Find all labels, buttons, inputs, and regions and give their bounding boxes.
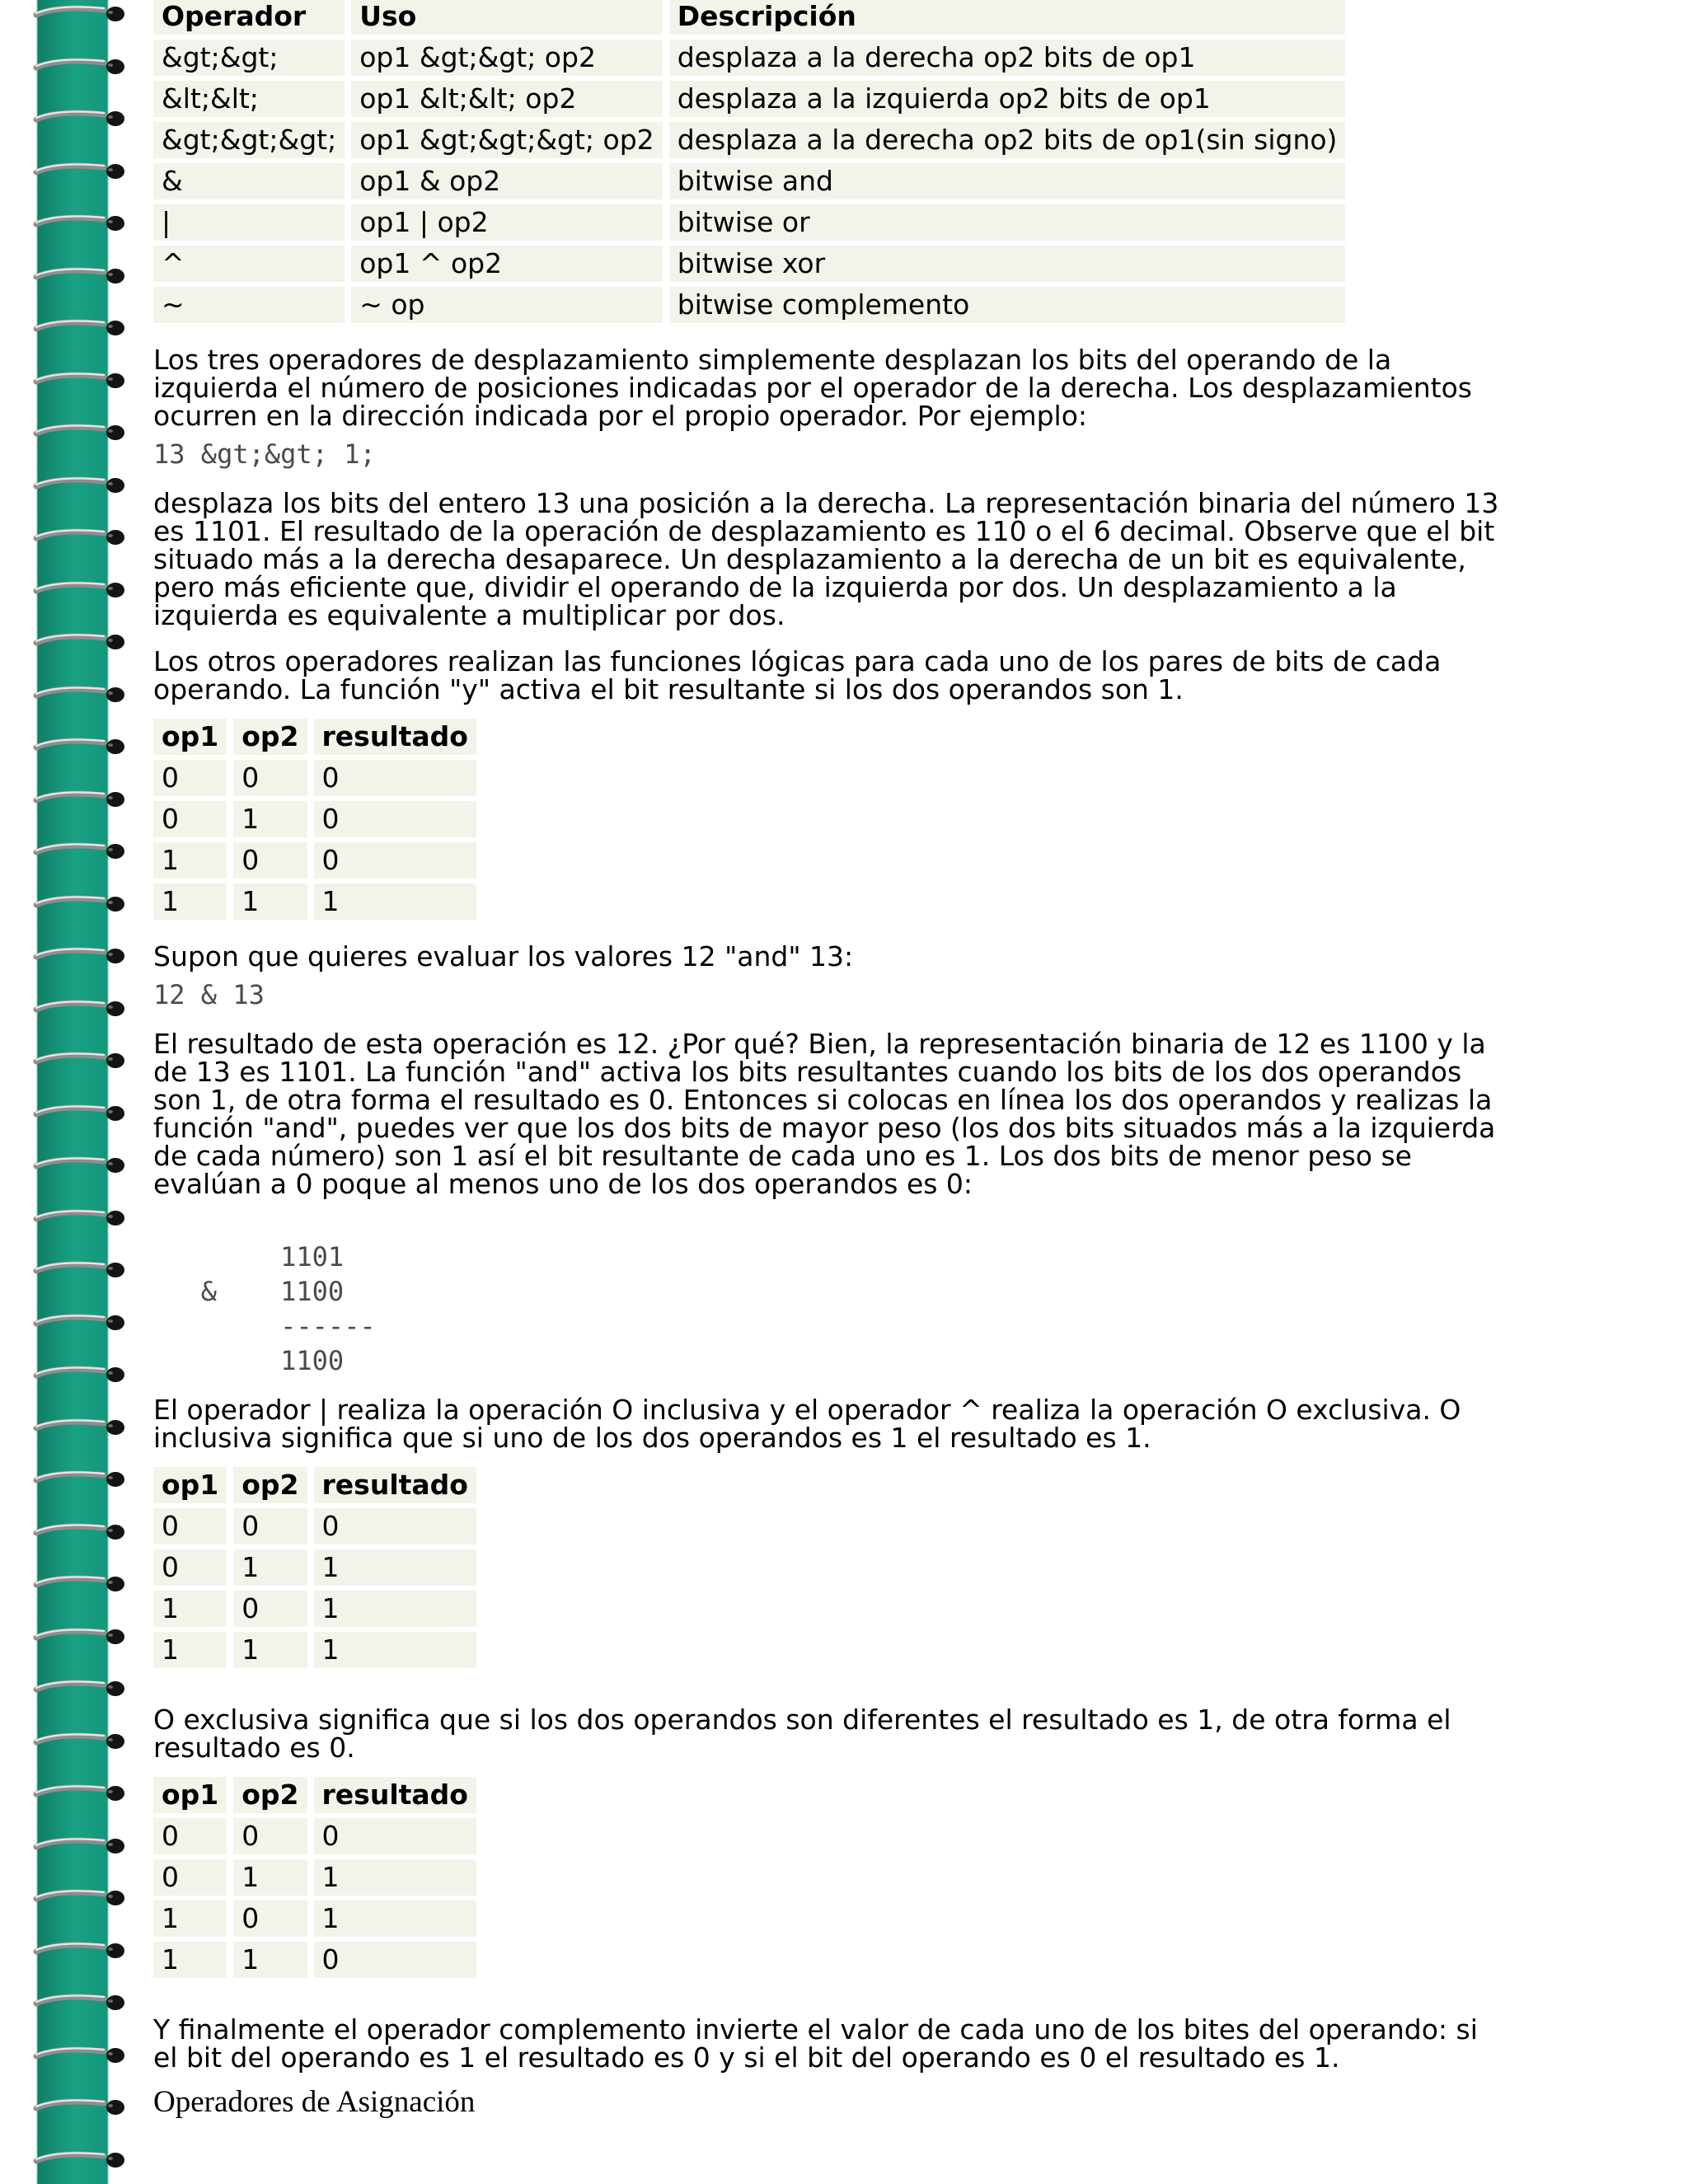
cell-operator: ~ [153,287,345,323]
cell-op2: 1 [233,801,307,837]
table-row [153,1942,476,1978]
cell-operator: ^ [153,246,345,282]
code-and-example: 12 & 13 [153,979,265,1010]
binding-ring [25,1364,130,1384]
table-row [153,204,1345,241]
table-header-row [153,0,1345,35]
binding-ring [25,631,130,651]
binding-ring [25,1783,130,1802]
binding-ring [25,161,130,180]
binding-ring [25,370,130,390]
binding-ring [25,998,130,1018]
table-header-row [153,1777,476,1813]
cell-result: 0 [314,842,476,879]
table-row [153,801,476,837]
code-shift-example: 13 &gt;&gt; 1; [153,438,376,470]
cell-op1: 1 [153,1900,227,1937]
binding-ring [25,3,130,23]
table-row [153,760,476,796]
header-operador: Operador [153,0,345,35]
binding-ring [25,841,130,860]
binding-ring [25,579,130,599]
header-resultado: resultado [314,719,476,755]
cell-usage: op1 ^ op2 [351,246,662,282]
binary-and-example: 1101 & 1100 ------ 1100 [200,1241,376,1376]
binding-ring [25,893,130,913]
header-op1: op1 [153,1777,227,1813]
cell-op2: 1 [233,1549,307,1586]
binding-ring [25,736,130,756]
table-header-row [153,719,476,755]
binding-ring [25,213,130,232]
binding-ring [25,1050,130,1070]
cell-result: 0 [314,1942,476,1978]
cell-op2: 1 [233,883,307,920]
table-row [153,246,1345,282]
cell-result: 0 [314,760,476,796]
cell-op2: 1 [233,1859,307,1896]
cell-op2: 0 [233,842,307,879]
table-row [153,1818,476,1854]
binding-ring [25,1103,130,1122]
binding-ring [25,684,130,704]
binding-ring [25,1207,130,1227]
table-row [153,1900,476,1937]
cell-operator: &gt;&gt;&gt; [153,122,345,158]
cell-result: 0 [314,801,476,837]
cell-op2: 0 [233,760,307,796]
binding-ring [25,2097,130,2116]
paragraph-xor-intro: O exclusiva significa que si los dos operandos son diferentes el resultado es 1, de otra forma el resultado es 0. [153,1704,1451,1764]
binding-ring [25,1469,130,1488]
header-op2: op2 [233,719,307,755]
binding-ring [25,1417,130,1436]
cell-operator: &lt;&lt; [153,81,345,117]
cell-usage: op1 &lt;&lt; op2 [351,81,662,117]
cell-result: 1 [314,1900,476,1937]
cell-op1: 1 [153,1591,227,1627]
binding-ring [25,1521,130,1541]
paragraph-and-suppose: Supon que quieres evaluar los valores 12 "and" 13: [153,940,854,972]
header-op2: op2 [233,1777,307,1813]
paragraph-logic-intro: Los otros operadores realizan las funciones lógicas para cada uno de los pares de bits de cada operando. La función "y" activa el bit resultante si los dos operandos son 1. [153,645,1442,705]
binding-ring [25,265,130,285]
table-row [153,842,476,879]
paragraph-shift-intro: Los tres operadores de desplazamiento simplemente desplazan los bits del operando de la izquierda el número de posiciones indicadas por el operador de la derecha. Los desplazamientos ocurren en la dirección indicada por el propio operador. Por ejemplo: [153,344,1473,432]
header-op1: op1 [153,1467,227,1503]
cell-operator: & [153,163,345,199]
cell-op2: 0 [233,1900,307,1937]
cell-description: bitwise xor [669,246,1346,282]
binding-ring [25,317,130,337]
cell-description: desplaza a la derecha op2 bits de op1 [669,40,1346,76]
binding-ring [25,422,130,442]
operators-table [147,0,1352,328]
cell-op2: 0 [233,1818,307,1854]
cell-description: desplaza a la derecha op2 bits de op1(sin signo) [669,122,1346,158]
cell-op1: 1 [153,1632,227,1668]
header-resultado: resultado [314,1467,476,1503]
table-row [153,1508,476,1544]
cell-op1: 0 [153,1859,227,1896]
cell-description: bitwise and [669,163,1346,199]
binding-ring [25,1940,130,1960]
cell-operator: | [153,204,345,241]
cell-op2: 0 [233,1508,307,1544]
table-row [153,122,1345,158]
cell-op1: 0 [153,1508,227,1544]
binding-ring [25,56,130,76]
binding-ring [25,475,130,494]
cell-usage: op1 &gt;&gt;&gt; op2 [351,122,662,158]
binding-ring [25,527,130,546]
cell-description: desplaza a la izquierda op2 bits de op1 [669,81,1346,117]
table-row [153,40,1345,76]
table-row [153,1632,476,1668]
header-descripcion: Descripción [669,0,1346,35]
binding-ring [25,1312,130,1332]
binding-ring [25,945,130,965]
cell-op1: 1 [153,1942,227,1978]
binding-ring [25,1155,130,1174]
binding-ring [25,1259,130,1279]
cell-result: 1 [314,1632,476,1668]
binding-ring [25,1835,130,1855]
header-resultado: resultado [314,1777,476,1813]
binding-ring [25,108,130,128]
cell-result: 1 [314,883,476,920]
table-row [153,1859,476,1896]
cell-usage: op1 & op2 [351,163,662,199]
binding-ring [25,1731,130,1750]
header-uso: Uso [351,0,662,35]
binding-ring [25,2045,130,2064]
binding-ring [25,1992,130,2012]
binding-ring [25,1573,130,1593]
document-content [153,0,1505,2119]
binding-ring [25,1678,130,1698]
cell-operator: &gt;&gt; [153,40,345,76]
paragraph-complement: Y finalmente el operador complemento invierte el valor de cada uno de los bites del operando: si el bit del operando es 1 el resultado es 0 y si el bit del operando es 0 el resultado es 1. [153,2013,1478,2074]
cell-usage: op1 &gt;&gt; op2 [351,40,662,76]
table-row [153,287,1345,323]
cell-description: bitwise complemento [669,287,1346,323]
table-row [153,81,1345,117]
cell-result: 0 [314,1818,476,1854]
cell-description: bitwise or [669,204,1346,241]
binding-ring [25,2149,130,2169]
header-op1: op1 [153,719,227,755]
cell-op1: 0 [153,801,227,837]
xor-truth-table [147,1772,483,1983]
or-truth-table [147,1462,483,1673]
cell-usage: ~ op [351,287,662,323]
cell-op2: 1 [233,1632,307,1668]
table-header-row [153,1467,476,1503]
cell-op1: 0 [153,760,227,796]
paragraph-shift-explain: desplaza los bits del entero 13 una posición a la derecha. La representación binaria del número 13 es 1101. El resultado de la operación de desplazamiento es 110 o el 6 decimal. Observe que el bit situado más a la derecha desaparece. Un desplazamiento a la derecha de un bit es equivalente, pero más eficiente que, dividir el operando de la izquierda por dos. Un desplazamiento a la izquierda es equivalente a multiplicar por dos. [153,487,1499,631]
cell-op1: 0 [153,1549,227,1586]
cell-result: 1 [314,1859,476,1896]
cell-op1: 0 [153,1818,227,1854]
cell-op2: 1 [233,1942,307,1978]
cell-result: 0 [314,1508,476,1544]
cell-usage: op1 | op2 [351,204,662,241]
table-row [153,1549,476,1586]
and-truth-table [147,714,483,925]
binding-ring [25,1626,130,1646]
spiral-binding [0,0,132,2184]
section-heading-asignacion: Operadores de Asignación [153,2085,476,2119]
header-op2: op2 [233,1467,307,1503]
cell-op1: 1 [153,842,227,879]
table-row [153,883,476,920]
table-row [153,163,1345,199]
binding-ring [25,789,130,808]
paragraph-or-intro: El operador | realiza la operación O inclusiva y el operador ^ realiza la operación O exclusiva. O inclusiva significa que si uno de los dos operandos es 1 el resultado es 1. [153,1394,1461,1454]
cell-op2: 0 [233,1591,307,1627]
paragraph-and-explain: El resultado de esta operación es 12. ¿Por qué? Bien, la representación binaria de 12 es 1100 y la de 13 es 1101. La función "and" activa los bits resultantes cuando los bits de los dos operandos son 1, de otra forma el resultado es 0. Entonces si colocas en línea los dos operandos y realizas la función "and", puedes ver que los dos bits de mayor peso (los dos bits situados más a la izquierda de cada número) son 1 así el bit resultante de cada uno es 1. Los dos bits de menor peso se evalúan a 0 poque al menos uno de los dos operandos es 0: [153,1028,1496,1200]
binding-ring [25,1887,130,1907]
cell-op1: 1 [153,883,227,920]
cell-result: 1 [314,1549,476,1586]
table-row [153,1591,476,1627]
cell-result: 1 [314,1591,476,1627]
